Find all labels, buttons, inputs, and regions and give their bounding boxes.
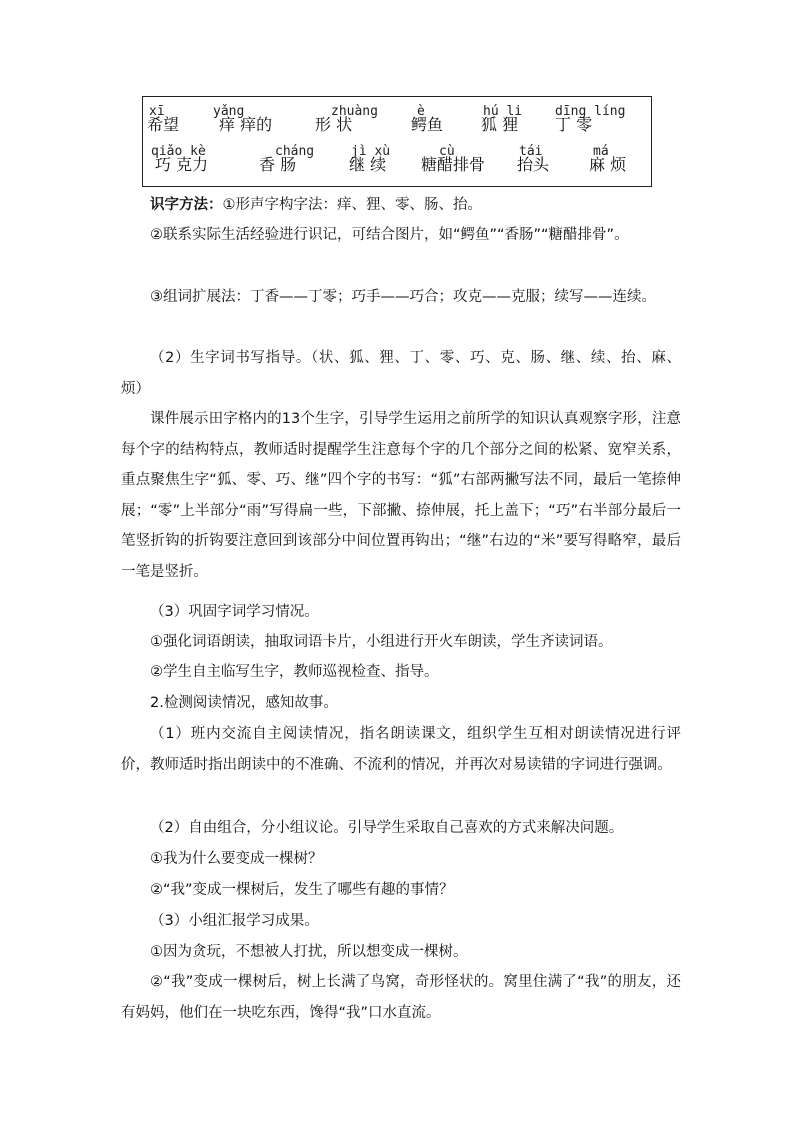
pinyin-tai: tái bbox=[519, 144, 543, 159]
word-xingzhuang: 形 状 bbox=[315, 115, 353, 134]
word-qiaokeli: 巧 克力 bbox=[155, 155, 209, 174]
method-3-paragraph: ③组词扩展法：丁香——丁零；巧手——巧合；攻克——克服；续写——连续。 bbox=[150, 289, 656, 305]
consolidate-item-2: ②学生自主临写生字，教师巡视检查、指导。 bbox=[150, 664, 439, 680]
pinyin-e: è bbox=[417, 104, 425, 119]
reading-question-1: ①我为什么要变成一棵树？ bbox=[150, 851, 323, 867]
pinyin-xi: xī bbox=[149, 104, 165, 119]
word-mafan: 麻 烦 bbox=[589, 155, 627, 174]
pinyin-jixu: jì xù bbox=[351, 144, 391, 159]
word-tangcupaigu: 糖醋排骨 bbox=[421, 155, 486, 174]
pinyin-qiaoke: qiǎo kè bbox=[151, 144, 206, 159]
reading-paragraph-2: （2）自由组合，分小组议论。引导学生采取自己喜欢的方式来解决问题。 bbox=[150, 820, 624, 836]
writing-heading: （2）生字词书写指导。（状、狐、狸、丁、零、巧、克、肠、继、续、抬、麻、烦） bbox=[121, 350, 681, 397]
writing-body: 课件展示田字格内的13个生字，引导学生运用之前所学的知识认真观察字形，注意每个字的结构特点，教师适时提醒学生注意每个字的几个部分之间的松紧、宽窄关系，重点聚焦生字“狐、零、巧、继”四个字的书写：“狐”右部两撇写法不同，最后一笔捺伸展；“零”上半部分“雨”写得扁一些，下部撇、捺伸展，托上盖下；“巧”右半部分最后一笔竖折钩的折钩要注意回到该部分中间位置再钩出；“继”右边的“米”要写得略窄，最后一笔是竖折。 bbox=[121, 411, 681, 580]
method-2-paragraph: ②联系实际生活经验进行识记，可结合图片，如“鳄鱼”“香肠”“糖醋排骨”。 bbox=[150, 227, 629, 243]
pinyin-zhuang: zhuàng bbox=[331, 104, 378, 119]
word-huli: 狐 狸 bbox=[481, 115, 519, 134]
reading-answer-1: ①因为贪玩，不想被人打扰，所以想变成一棵树。 bbox=[150, 944, 468, 960]
pinyin-ma: má bbox=[593, 144, 609, 159]
pinyin-cu: cù bbox=[439, 144, 455, 159]
vocabulary-box bbox=[142, 96, 652, 187]
pinyin-huli: hú li bbox=[483, 104, 523, 119]
word-xiangchang: 香 肠 bbox=[259, 155, 297, 174]
reading-paragraph-1: （1）班内交流自主阅读情况，指名朗读课文，组织学生互相对朗读情况进行评价，教师适时指出朗读中的不准确、不流利的情况，并再次对易读错的字词进行强调。 bbox=[121, 726, 681, 773]
consolidate-heading: （3）巩固字词学习情况。 bbox=[150, 604, 319, 620]
word-dingling: 丁 零 bbox=[555, 115, 593, 134]
word-xiwang: 希望 bbox=[147, 115, 180, 134]
pinyin-chang: cháng bbox=[275, 144, 315, 159]
method-label: 识字方法： bbox=[150, 197, 223, 213]
reading-answer-2: ②“我”变成一棵树后，树上长满了鸟窝，奇形怪状的。窝里住满了“我”的朋友，还有妈妈，他们在一块吃东西，馋得“我”口水直流。 bbox=[121, 974, 681, 1021]
reading-heading: 2.检测阅读情况，感知故事。 bbox=[150, 695, 338, 711]
word-eyu: 鳄鱼 bbox=[411, 115, 444, 134]
pinyin-dingling: dīng líng bbox=[555, 104, 626, 119]
reading-paragraph-3: （3）小组汇报学习成果。 bbox=[150, 913, 319, 929]
word-jixu: 继 续 bbox=[349, 155, 387, 174]
reading-question-2: ②“我”变成一棵树后，发生了哪些有趣的事情？ bbox=[150, 882, 454, 898]
method-1-text: ①形声字构字法：痒、狸、零、肠、抬。 bbox=[222, 197, 482, 213]
pinyin-yang: yǎng bbox=[213, 104, 245, 119]
word-taitou: 抬头 bbox=[517, 155, 550, 174]
word-yangyang: 痒 痒的 bbox=[219, 115, 273, 134]
consolidate-item-1: ①强化词语朗读，抽取词语卡片，小组进行开火车朗读，学生齐读词语。 bbox=[150, 634, 613, 650]
method-1-paragraph bbox=[121, 190, 681, 221]
